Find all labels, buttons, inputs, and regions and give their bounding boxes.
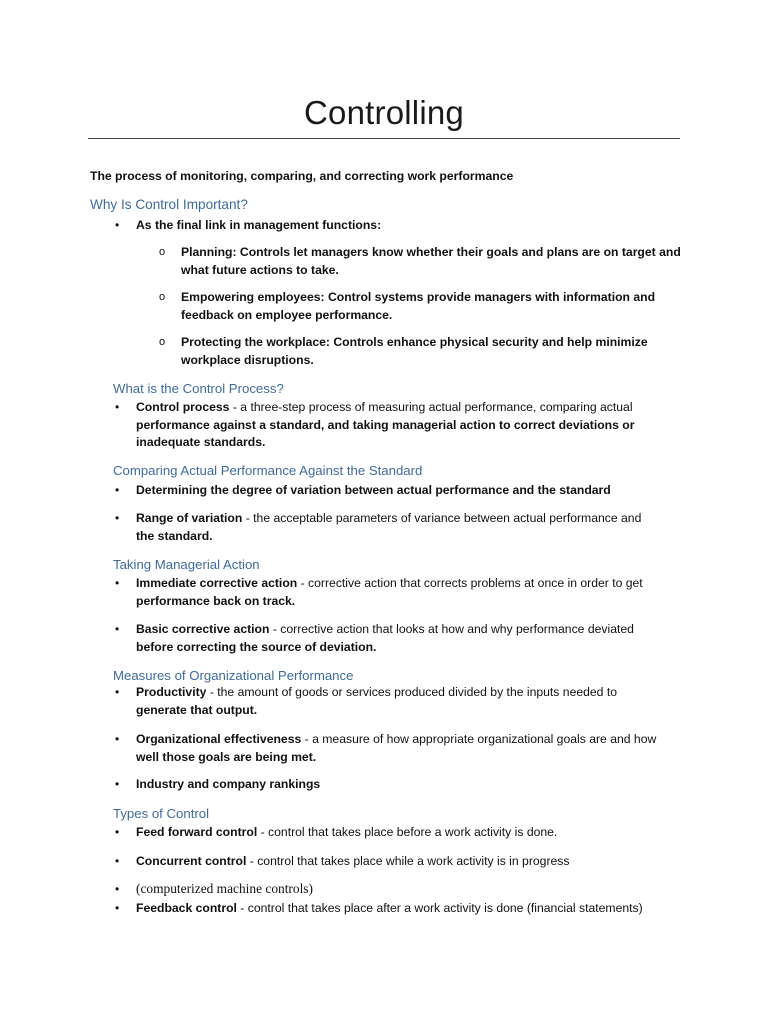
bullet-computerized-machine-controls: (computerized machine controls): [136, 881, 313, 896]
sub-item-empowering: Empowering employees: Control systems provide managers with information and feedback on employee performance.: [181, 290, 656, 322]
intro-text: The process of monitoring, comparing, and correcting work performance: [90, 169, 514, 183]
bullet-industry-rankings: Industry and company rankings: [136, 777, 321, 791]
sub-bullet-icon: o: [159, 291, 166, 303]
bullet-icon: •: [115, 400, 120, 414]
sub-item-protecting: Protecting the workplace: Controls enhance physical security and help minimize workplace disruptions.: [181, 335, 648, 367]
bullet-organizational-effectiveness: Organizational effectiveness - a measure of how appropriate organizational goals are and how well those goals are being met.: [136, 732, 657, 764]
bullet-icon: •: [115, 483, 120, 497]
page-title: Controlling: [304, 94, 464, 131]
bullet-feedback-control: Feedback control - control that takes place after a work activity is done (financial statements): [136, 901, 643, 915]
bullet-degree-of-variation: Determining the degree of variation between actual performance and the standard: [136, 483, 611, 497]
bullet-icon: •: [115, 511, 120, 525]
bullet-icon: •: [115, 685, 120, 699]
heading-types-of-control: Types of Control: [113, 806, 210, 821]
heading-why-control-important: Why Is Control Important?: [90, 197, 248, 212]
bullet-icon: •: [115, 218, 120, 232]
bullet-basic-corrective-action: Basic corrective action - corrective action that looks at how and why performance deviated before correcting the source of deviation.: [136, 622, 634, 654]
bullet-final-link: As the final link in management functions:: [136, 218, 382, 232]
bullet-productivity: Productivity - the amount of goods or services produced divided by the inputs needed to generate that output.: [136, 685, 618, 717]
bullet-icon: •: [115, 882, 120, 896]
bullet-icon: •: [115, 622, 120, 636]
bullet-control-process: Control process - a three-step process of measuring actual performance, comparing actual performance against a standard, and taking managerial action to correct deviations or inadequate standards.: [136, 400, 635, 450]
bullet-icon: •: [115, 576, 120, 590]
bullet-icon: •: [115, 777, 120, 791]
sub-bullet-icon: o: [159, 246, 166, 258]
bullet-feed-forward-control: Feed forward control - control that takes place before a work activity is done.: [136, 825, 558, 839]
title-underline: [88, 138, 680, 139]
bullet-concurrent-control: Concurrent control - control that takes place while a work activity is in progress: [136, 854, 570, 868]
sub-bullet-icon: o: [159, 336, 166, 348]
bullet-immediate-corrective-action: Immediate corrective action - corrective action that corrects problems at once in order to get performance back on track.: [136, 576, 643, 608]
bullet-icon: •: [115, 732, 120, 746]
heading-comparing-performance: Comparing Actual Performance Against the Standard: [113, 463, 423, 478]
heading-measures-performance: Measures of Organizational Performance: [113, 668, 354, 683]
bullet-icon: •: [115, 854, 120, 868]
heading-control-process: What is the Control Process?: [113, 381, 284, 396]
bullet-icon: •: [115, 901, 120, 915]
sub-item-planning: Planning: Controls let managers know whether their goals and plans are on target and what future actions to take.: [181, 245, 681, 277]
bullet-range-of-variation: Range of variation - the acceptable parameters of variance between actual performance and the standard.: [136, 511, 642, 543]
heading-managerial-action: Taking Managerial Action: [113, 557, 260, 572]
bullet-icon: •: [115, 825, 120, 839]
